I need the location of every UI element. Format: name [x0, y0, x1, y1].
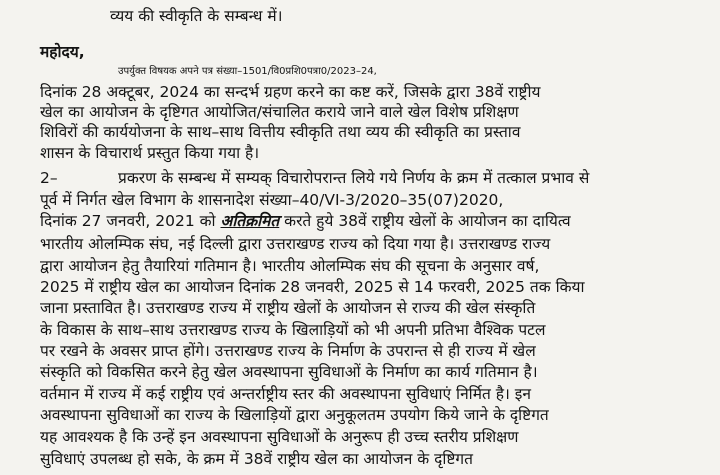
- para2-line: 2025 में राष्ट्रीय खेल का आयोजन दिनांक 28 जनवरी, 2025 से 14 फरवरी, 2025 तक किया: [40, 278, 585, 296]
- para1-line: शासन के विचारार्थ प्रस्तुत किया गया है।: [40, 144, 260, 162]
- para1-line: दिनांक 28 अक्टूबर, 2024 का सन्दर्भ ग्रहण करने का कष्ट करें, जिसके द्वारा 38वें राष्ट्रीय: [40, 83, 541, 101]
- para2-line: पर रखने के अवसर प्राप्त होंगे। उत्तराखण्ड राज्य के निर्माण के उपरान्त से ही राज्य में खेल: [40, 342, 536, 360]
- superseded-term: अतिक्रमित: [220, 212, 280, 230]
- para2-line: द्वारा आयोजन हेतु तैयारियां गतिमान है। भारतीय ओलम्पिक संघ की सूचना के अनुसार वर्ष,: [40, 257, 540, 275]
- para2-line3-post: करते हुये 38वें राष्ट्रीय खेलों के आयोजन का दायित्व: [284, 212, 571, 230]
- para1-line: शिविरों की कार्ययोजना के साथ–साथ वित्तीय स्वीकृति तथा व्यय की स्वीकृति का प्रस्ताव: [40, 123, 521, 141]
- para2-line: सुविधाएं उपलब्ध हो सके, के क्रम में 38वें राष्ट्रीय खेल का आयोजन के दृष्टिगत: [40, 450, 473, 468]
- para2-number: 2–: [40, 169, 58, 187]
- para2-line3-pre: दिनांक 27 जनवरी, 2021 को: [40, 212, 216, 230]
- para1-line: उपर्युक्त विषयक अपने पत्र संख्या–1501/वि0प्रशि0पत्रा0/2023–24,: [118, 66, 377, 77]
- subject-line: व्यय की स्वीकृति के सम्बन्ध में।: [110, 7, 283, 25]
- para2-line: अवस्थापना सुविधाओं का राज्य के खिलाड़ियों द्वारा अनुकूलतम उपयोग किये जाने के दृष्टिगत: [40, 406, 549, 424]
- para1-line: खेल का आयोजन के दृष्टिगत आयोजित/संचालित कराये जाने वाले खेल विशेष प्रशिक्षण: [40, 103, 519, 121]
- para2-line: यह आवश्यक है कि उन्हें इन अवस्थापना सुविधाओं के अनुरूप ही उच्च स्तरीय प्रशिक्षण: [40, 428, 519, 446]
- para2-line: प्रकरण के सम्बन्ध में सम्यक् विचारोपरान्त लिये गये निर्णय के क्रम में तत्काल प्रभाव से: [118, 169, 590, 187]
- para2-line: जाना प्रस्तावित है। उत्तराखण्ड राज्य में राष्ट्रीय खेलों के आयोजन से राज्य की खेल संस्कृति: [40, 299, 536, 317]
- para2-line: के विकास के साथ–साथ उत्तराखण्ड राज्य के खिलाड़ियों को भी अपनी प्रतिभा वैश्विक पटल: [40, 321, 546, 339]
- para2-line: [40, 211, 571, 231]
- para2-line: संस्कृति को विकसित करने हेतु खेल अवस्थापना सुविधाओं के निर्माण का कार्य गतिमान है।: [40, 363, 538, 381]
- para2-line: पूर्व में निर्गत खेल विभाग के शासनादेश संख्या–40/VI-3/2020–35(07)2020,: [40, 191, 504, 209]
- salutation: महोदय,: [40, 43, 85, 61]
- para2-line: वर्तमान में राज्य में कई राष्ट्रीय एवं अन्तर्राष्ट्रीय स्तर की अवस्थापना सुविधाएं निर्मित है। इन: [40, 385, 531, 403]
- para2-line: भारतीय ओलम्पिक संघ, नई दिल्ली द्वारा उत्तराखण्ड राज्य को दिया गया है। उत्तराखण्ड राज्य: [40, 235, 551, 253]
